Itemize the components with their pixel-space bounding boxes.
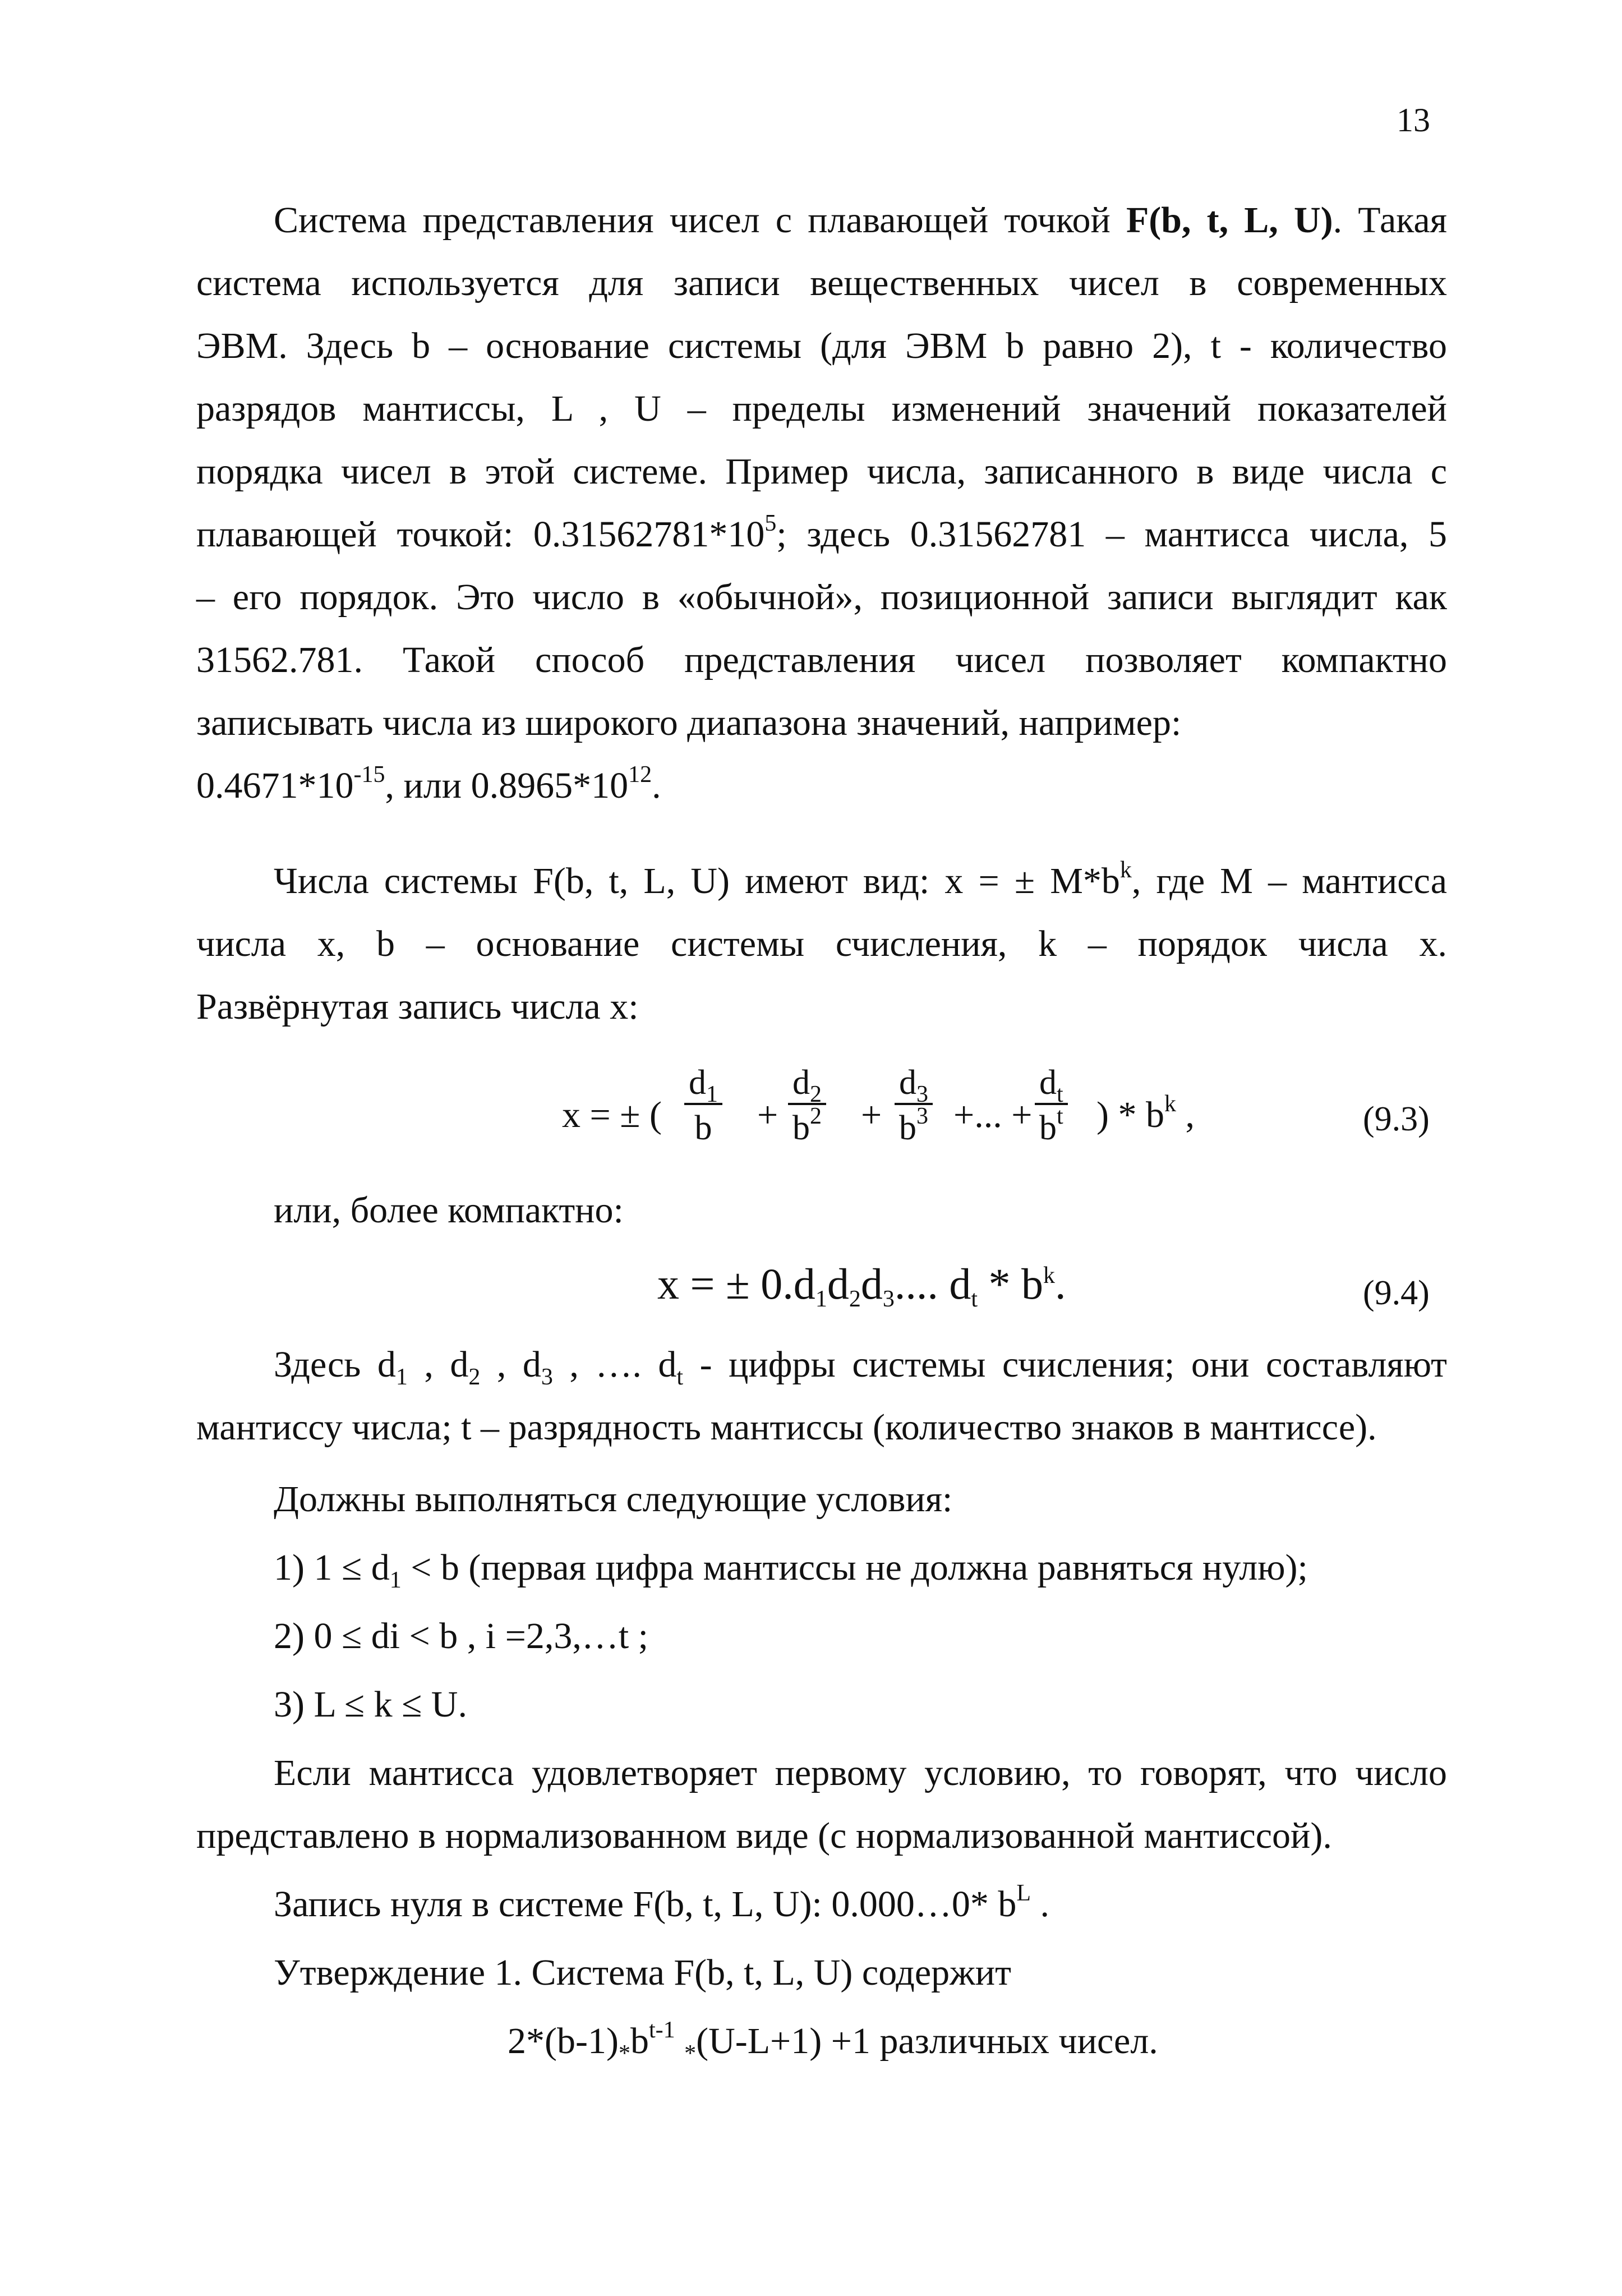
fraction-term-t: $\frac{d_t}{b^t}$	[1035, 1063, 1068, 1148]
text-line: Развёрнутая запись числа x:	[196, 986, 639, 1027]
text-line: Если мантисса удовлетворяет первому условию, то говорят, что число	[274, 1752, 1447, 1793]
plus-sign: +	[861, 1094, 882, 1135]
text-line: система используется для записи вещественных чисел в современных	[196, 263, 1447, 303]
text-line: – его порядок. Это число в «обычной», позиционной записи выглядит как	[196, 577, 1447, 618]
text-line: записывать числа из широкого диапазона значений, например:	[196, 702, 1182, 743]
text-line: ЭВМ. Здесь b – основание системы (для ЭВМ b равно 2), t - количество	[196, 325, 1447, 366]
text-line: числа x, b – основание системы счисления, k – порядок числа x.	[196, 923, 1447, 964]
text-line: представлено в нормализованном виде (с нормализованной мантиссой).	[196, 1815, 1332, 1856]
text-line: $0.4671*10^{-15}$, или $0.8965*10^{12}$.	[196, 762, 661, 806]
statement-1: Утверждение 1. Система F(b, t, L, U) содержит	[274, 1952, 1011, 1993]
fraction-term-1: $\frac{d_1}{b}$	[684, 1063, 722, 1148]
text-line: мантиссу числа; t – разрядность мантиссы (количество знаков в мантиссе).	[196, 1407, 1377, 1448]
condition-1: 1) $1 \le d_1 < b$ (первая цифра мантиссы не должна равняться нулю);	[274, 1547, 1308, 1593]
equation-body: x = ± $0.d_1d_2d_3$.... $d_t * b^k$.	[657, 1259, 1066, 1312]
fraction-term-2: $\frac{d_2}{b^2}$	[788, 1063, 826, 1148]
text-line: Система представления чисел с плавающей точкой F(b, t, L, U). Такая	[274, 200, 1447, 241]
text-line: 31562.781. Такой способ представления чисел позволяет компактно	[196, 639, 1447, 680]
condition-3: 3) L ≤ k ≤ U.	[274, 1684, 467, 1725]
ellipsis-plus: +... +	[953, 1094, 1033, 1135]
page-number: 13	[1397, 102, 1430, 139]
text-line: порядка чисел в этой системе. Пример числа, записанного в виде числа с	[196, 451, 1447, 492]
text-line: Здесь $d_1$ , $d_2$ , $d_3$ , …. $d_t$ - цифры системы счисления; они составляют	[274, 1344, 1448, 1390]
condition-2: 2) 0 ≤ di < b , i =2,3,…t ;	[274, 1616, 648, 1657]
plus-sign: +	[757, 1094, 778, 1135]
text-line: или, более компактно:	[274, 1190, 624, 1231]
count-formula: $2*(b-1)_*b^{t-1}$ $_*$(U-L+1) +1 различных чисел.	[508, 2017, 1158, 2067]
zero-representation: Запись нуля в системе F(b, t, L, U): 0.000…0* $b^L$ .	[274, 1880, 1049, 1925]
equation-number: (9.3)	[1363, 1100, 1430, 1138]
equation-number: (9.4)	[1363, 1274, 1430, 1312]
conditions-intro: Должны выполняться следующие условия:	[274, 1479, 953, 1520]
text-line: плавающей точкой: $0.31562781*10^5$; здесь 0.31562781 – мантисса числа, 5	[196, 510, 1447, 555]
text-line: разрядов мантиссы, L , U – пределы изменений значений показателей	[196, 388, 1447, 429]
text-line: Числа системы F(b, t, L, U) имеют вид: x = ± $M*b^k$, где M – мантисса	[274, 857, 1447, 901]
equation-rhs: ) * $b^k$ ,	[1096, 1091, 1195, 1135]
fraction-term-3: $\frac{d_3}{b^3}$	[895, 1063, 933, 1148]
equation-lhs: x = ± (	[562, 1094, 662, 1135]
